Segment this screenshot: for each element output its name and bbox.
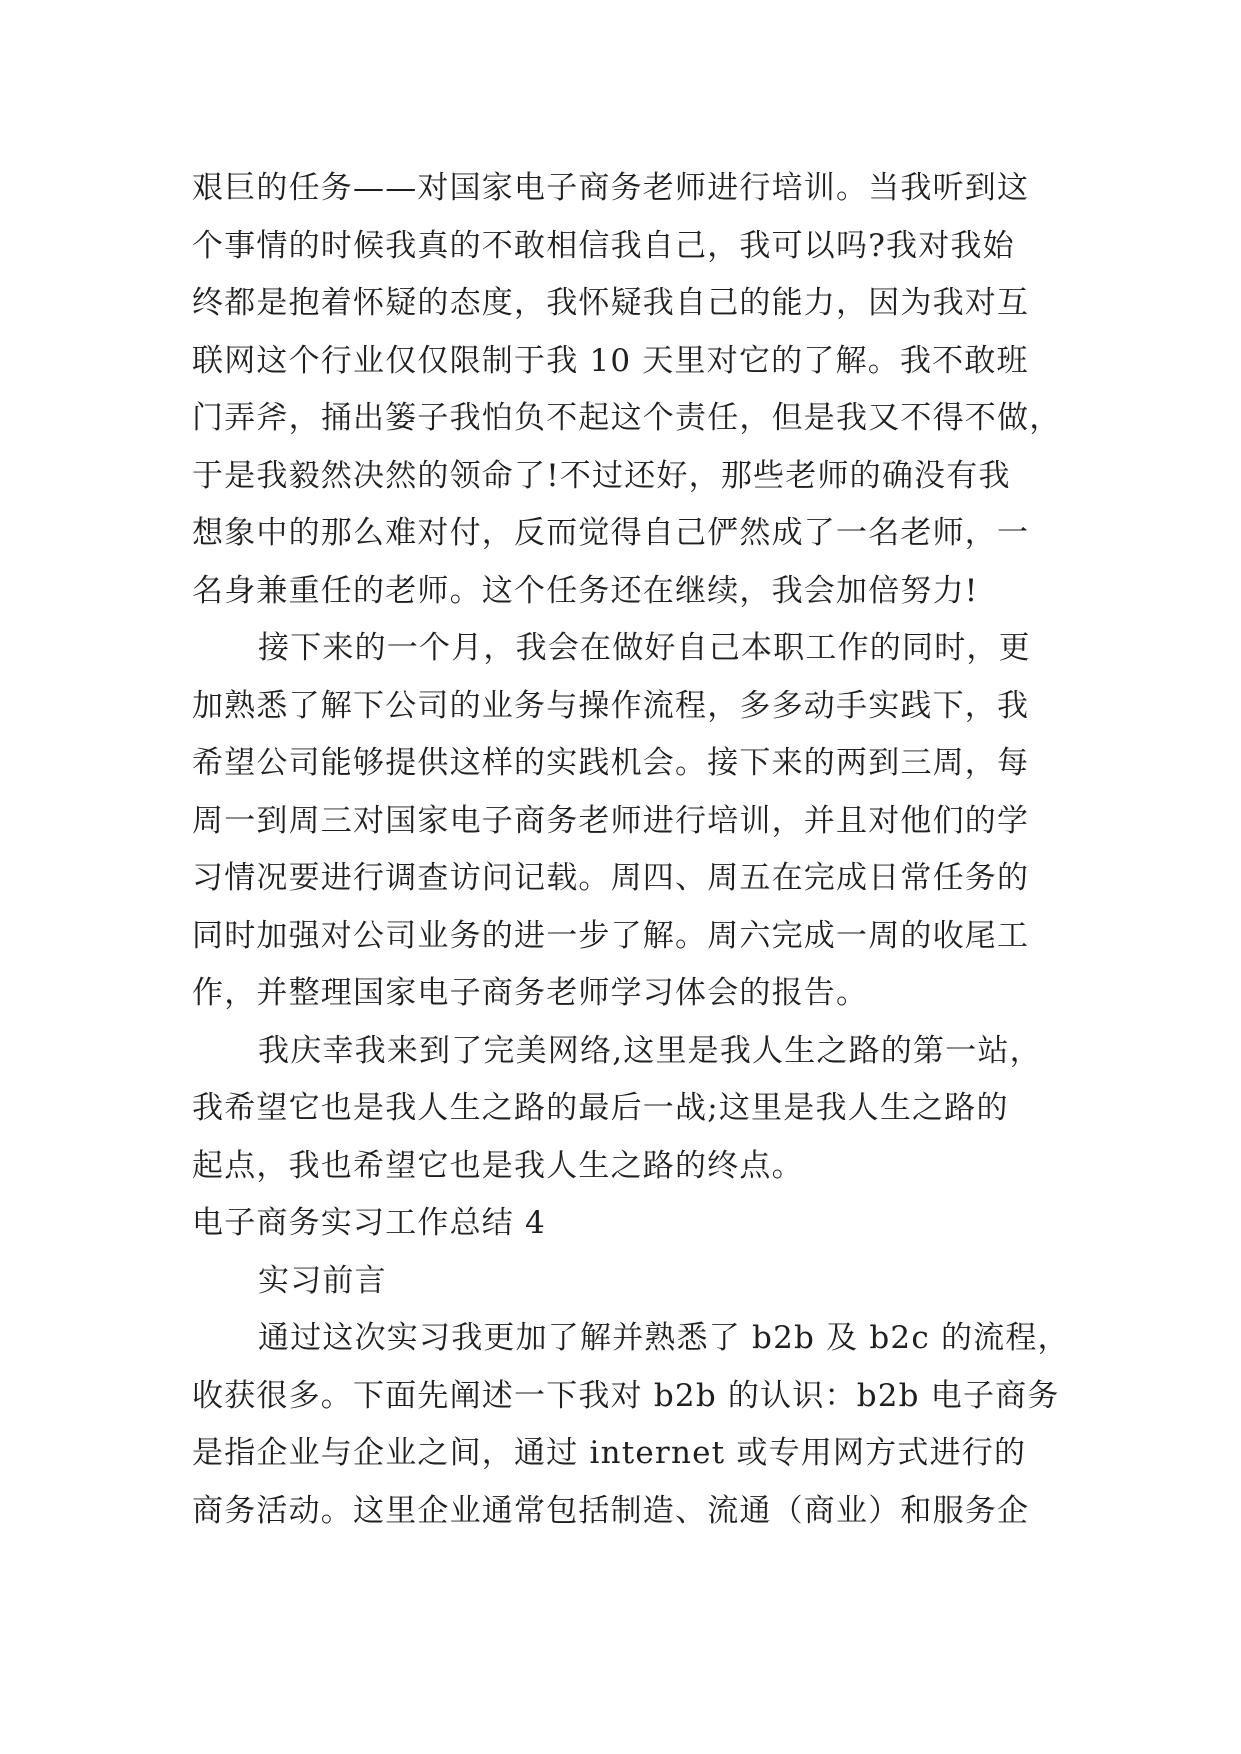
paragraph-line: 希望公司能够提供这样的实践机会。接下来的两到三周，每 (192, 745, 1030, 781)
paragraph-line: 同时加强对公司业务的进一步了解。周六完成一周的收尾工 (192, 917, 1030, 954)
paragraph-line: 周一到周三对国家电子商务老师进行培训，并且对他们的学 (192, 802, 1030, 839)
paragraph-line: 想象中的那么难对付，反而觉得自己俨然成了一名老师，一 (192, 515, 1030, 551)
paragraph-line: 加熟悉了解下公司的业务与操作流程，多多动手实践下，我 (192, 687, 1030, 724)
section-title: 电子商务实习工作总结 4 (192, 1205, 546, 1241)
subsection-title: 实习前言 (258, 1262, 387, 1299)
paragraph-line: 门弄斧，捅出篓子我怕负不起这个责任，但是我又不得不做， (192, 400, 1062, 436)
paragraph-line: 我庆幸我来到了完美网络,这里是我人生之路的第一站， (258, 1032, 1042, 1069)
document-body (192, 160, 1070, 1540)
paragraph-line: 商务活动。这里企业通常包括制造、流通（商业）和服务企 (192, 1492, 1030, 1529)
paragraph-line: 艰巨的任务——对国家电子商务老师进行培训。当我听到这 (192, 170, 1030, 206)
paragraph-line: 习情况要进行调查访问记载。周四、周五在完成日常任务的 (192, 860, 1030, 896)
paragraph-line: 于是我毅然决然的领命了!不过还好，那些老师的确没有我 (192, 457, 1011, 494)
paragraph-line: 通过这次实习我更加了解并熟悉了 b2b 及 b2c 的流程， (258, 1320, 1070, 1356)
paragraph-line: 收获很多。下面先阐述一下我对 b2b 的认识：b2b 电子商务 (192, 1377, 1060, 1414)
paragraph-line: 我希望它也是我人生之路的最后一战;这里是我人生之路的 (192, 1090, 1009, 1126)
paragraph-line: 联网这个行业仅仅限制于我 10 天里对它的了解。我不敢班 (192, 342, 1029, 379)
paragraph-line: 作，并整理国家电子商务老师学习体会的报告。 (192, 975, 869, 1011)
paragraph-line: 是指企业与企业之间，通过 internet 或专用网方式进行的 (192, 1435, 1027, 1471)
paragraph-line: 终都是抱着怀疑的态度，我怀疑我自己的能力，因为我对互 (192, 285, 1030, 321)
paragraph-line: 接下来的一个月，我会在做好自己本职工作的同时，更 (258, 630, 1031, 666)
paragraph-line: 名身兼重任的老师。这个任务还在继续，我会加倍努力! (192, 572, 979, 609)
paragraph-line: 起点，我也希望它也是我人生之路的终点。 (192, 1147, 804, 1184)
paragraph-line: 个事情的时候我真的不敢相信我自己，我可以吗?我对我始 (192, 227, 1015, 264)
